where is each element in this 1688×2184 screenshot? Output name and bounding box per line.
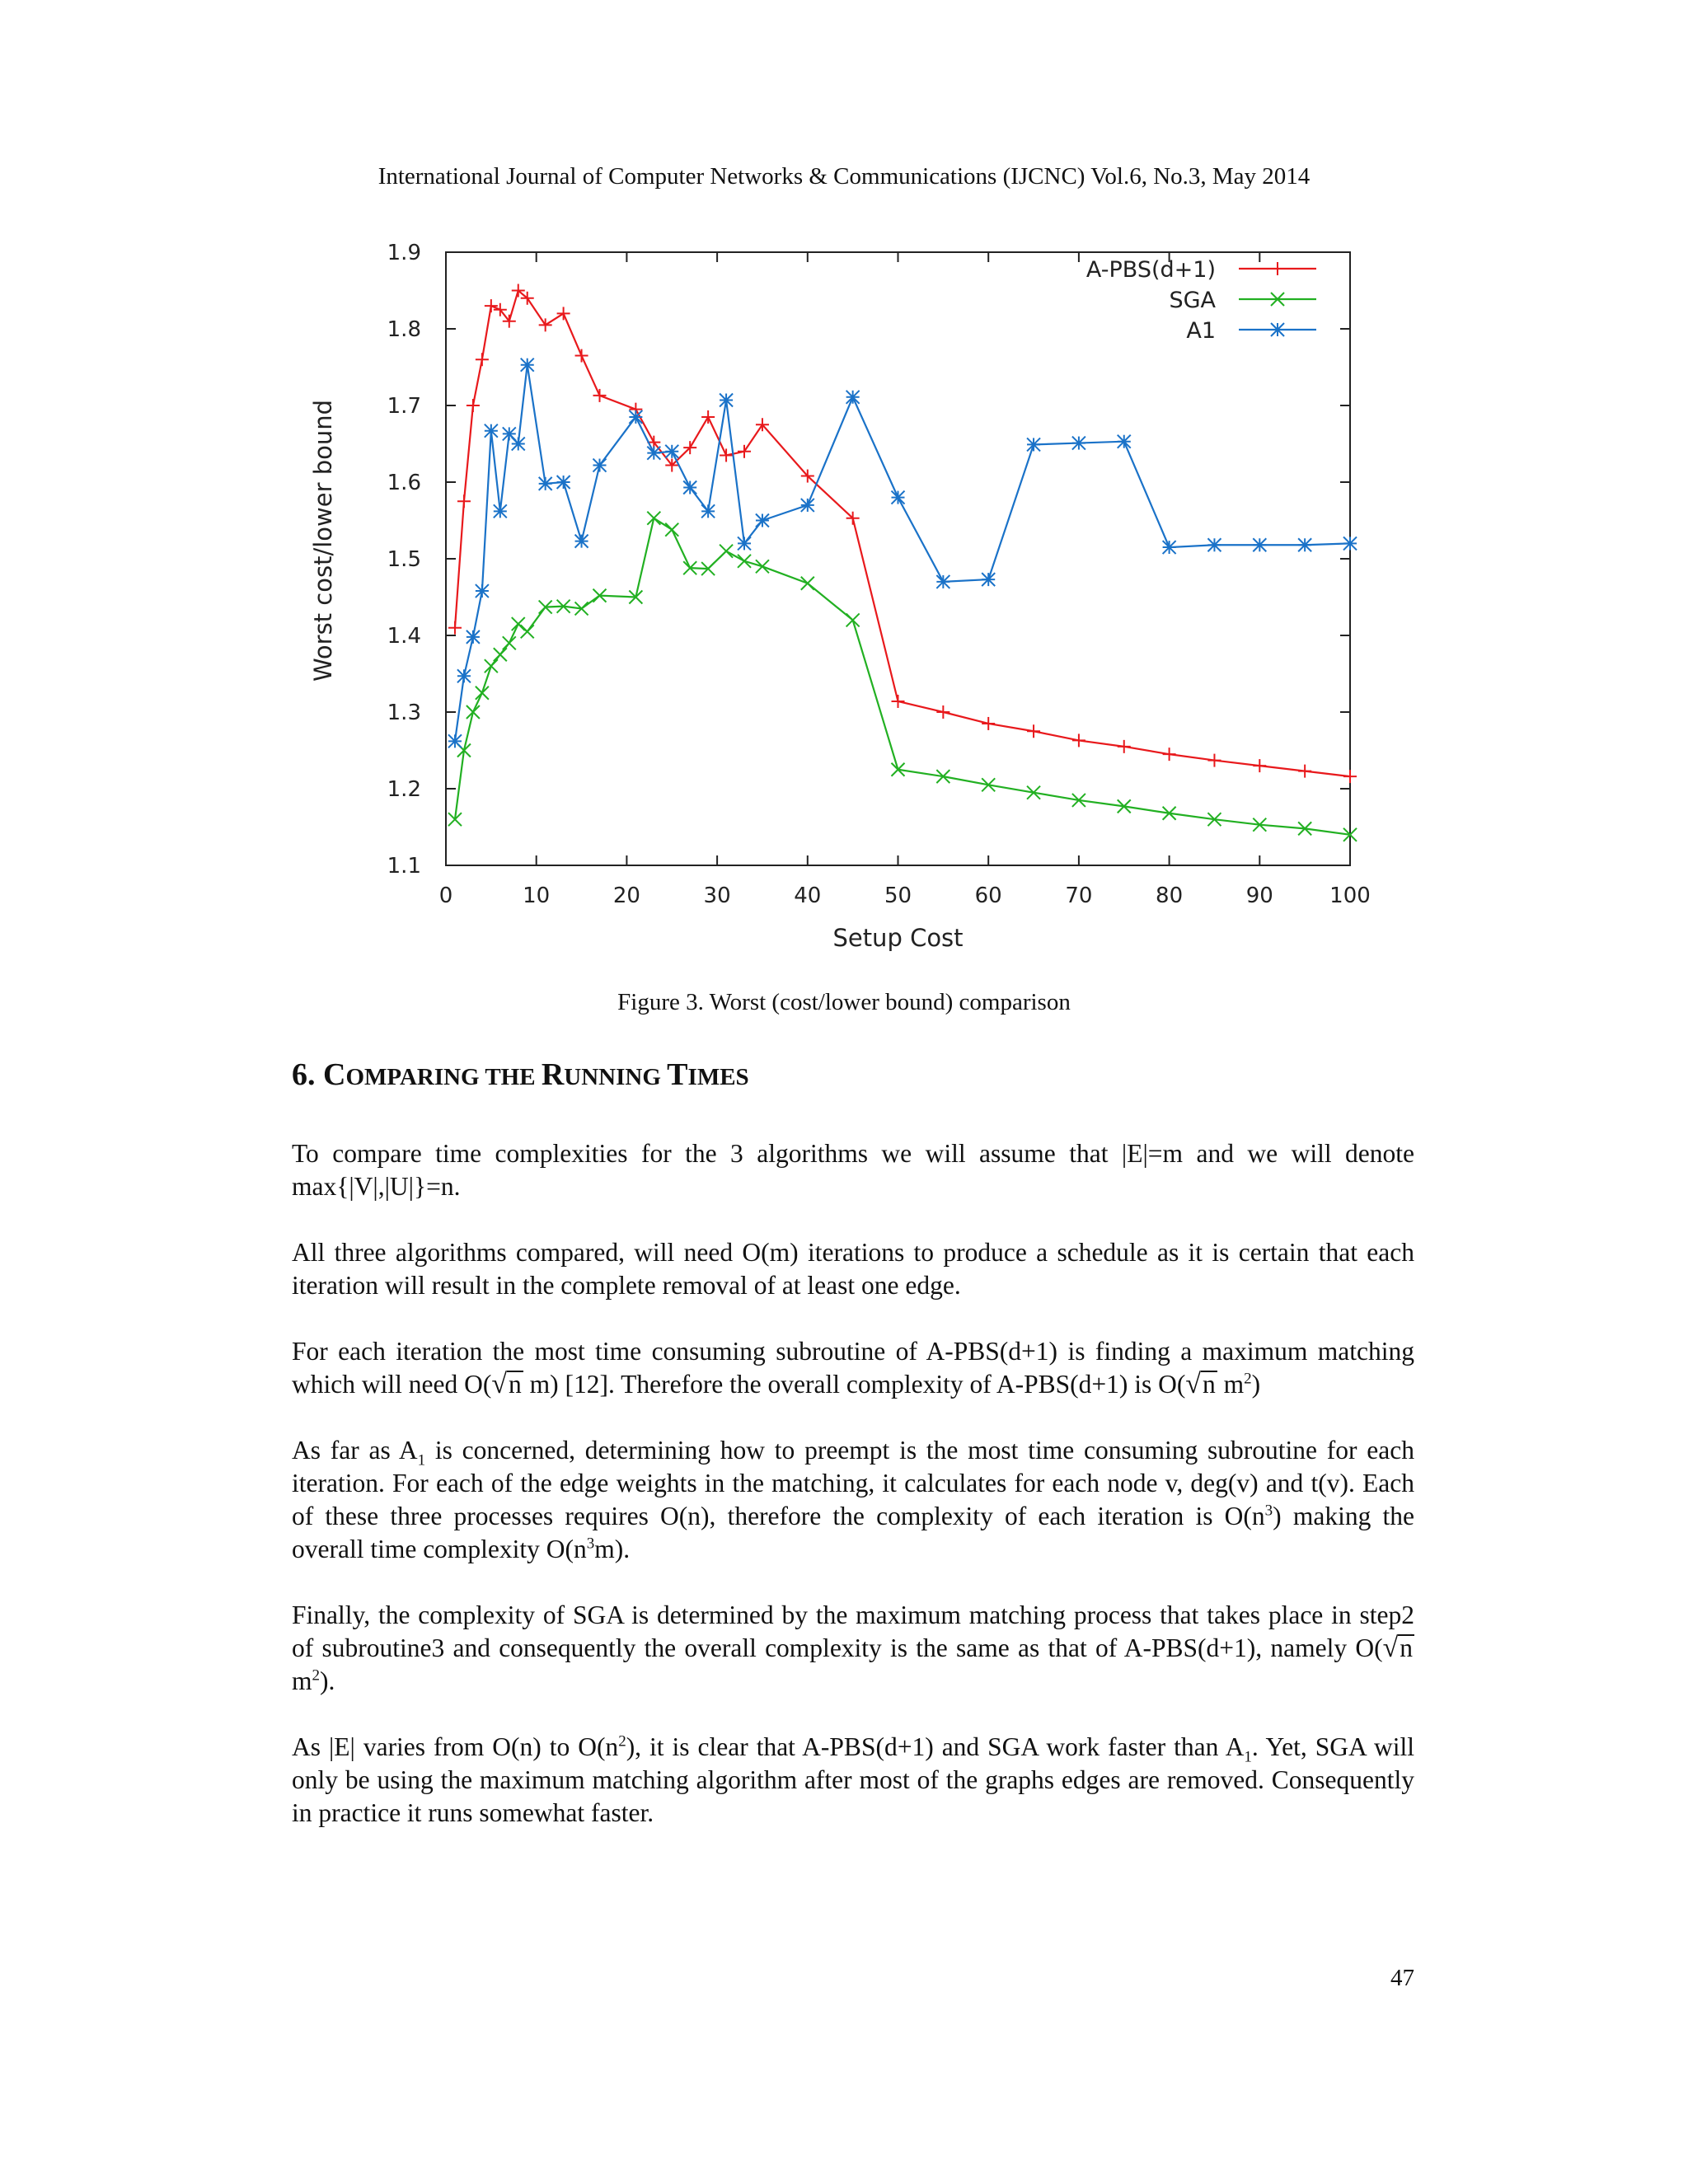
x-tick-label: 80 bbox=[1156, 883, 1184, 908]
legend bbox=[1086, 257, 1316, 344]
page-number: 47 bbox=[1390, 1965, 1414, 1991]
chart-worst-cost bbox=[0, 0, 1688, 972]
data-point-A-PBS(d+1) bbox=[575, 349, 588, 363]
figure-caption: Figure 3. Worst (cost/lower bound) comparison bbox=[617, 989, 1071, 1015]
data-point-A1 bbox=[701, 504, 715, 518]
data-point-A1 bbox=[1298, 538, 1311, 551]
data-point-SGA bbox=[503, 636, 516, 649]
y-tick-label: 1.9 bbox=[387, 241, 421, 265]
data-point-A1 bbox=[476, 584, 489, 598]
data-point-A-PBS(d+1) bbox=[476, 353, 489, 366]
y-tick-label: 1.1 bbox=[387, 854, 421, 879]
x-tick-label: 40 bbox=[794, 883, 822, 908]
data-point-A1 bbox=[457, 669, 471, 682]
data-point-A1 bbox=[494, 504, 507, 518]
data-point-A1 bbox=[720, 393, 733, 406]
data-point-A-PBS(d+1) bbox=[892, 695, 905, 708]
data-point-A1 bbox=[1253, 538, 1266, 551]
legend-marker bbox=[1271, 323, 1284, 336]
data-point-A-PBS(d+1) bbox=[593, 389, 606, 402]
data-point-A-PBS(d+1) bbox=[467, 399, 480, 412]
data-point-A-PBS(d+1) bbox=[457, 494, 471, 508]
data-point-A1 bbox=[647, 447, 660, 460]
data-point-SGA bbox=[485, 659, 498, 673]
data-point-A1 bbox=[485, 424, 498, 438]
sqrt-symbol: √n bbox=[1185, 1369, 1216, 1399]
y-tick-label: 1.8 bbox=[387, 317, 421, 342]
data-point-A-PBS(d+1) bbox=[1343, 770, 1357, 783]
data-point-A-PBS(d+1) bbox=[448, 621, 462, 635]
paragraph-2: All three algorithms compared, will need O(m) iterations to produce a schedule as it is certain that each iteration will result in the complete removal of at least one edge. bbox=[292, 1238, 1414, 1300]
data-point-A-PBS(d+1) bbox=[720, 448, 733, 462]
data-point-SGA bbox=[467, 705, 480, 719]
data-point-A-PBS(d+1) bbox=[557, 307, 570, 320]
data-point-A1 bbox=[593, 459, 606, 472]
x-tick-label: 90 bbox=[1245, 883, 1273, 908]
data-point-A1 bbox=[557, 476, 570, 489]
data-point-SGA bbox=[494, 648, 507, 661]
y-tick-label: 1.4 bbox=[387, 624, 421, 649]
data-point-SGA bbox=[665, 523, 678, 537]
data-point-A-PBS(d+1) bbox=[1072, 733, 1085, 747]
data-point-SGA bbox=[801, 577, 814, 590]
data-point-A-PBS(d+1) bbox=[1027, 724, 1040, 738]
legend-label: A-PBS(d+1) bbox=[1085, 257, 1216, 283]
plot-border bbox=[446, 252, 1350, 865]
data-point-A1 bbox=[1343, 537, 1357, 550]
section-heading: 6. COMPARING THE RUNNING TIMES bbox=[292, 1057, 749, 1092]
data-point-A1 bbox=[738, 537, 751, 550]
x-tick-label: 20 bbox=[612, 883, 640, 908]
data-point-A1 bbox=[846, 391, 860, 404]
data-point-A1 bbox=[512, 438, 525, 451]
paragraph-5: Finally, the complexity of SGA is determined by the maximum matching process that takes place in step2 of subroutine3 and consequently the overall complexity is the same as that of A-PBS(d+1), namely O(√n $m^2$). bbox=[292, 1601, 1414, 1695]
data-point-A1 bbox=[665, 445, 678, 458]
legend-marker bbox=[1271, 262, 1284, 275]
x-tick-label: 50 bbox=[884, 883, 912, 908]
body-text bbox=[292, 1137, 1414, 1863]
series-line-A-PBS(d+1) bbox=[455, 291, 1350, 777]
data-point-A-PBS(d+1) bbox=[701, 410, 715, 424]
data-point-A1 bbox=[1027, 438, 1040, 451]
x-tick-label: 70 bbox=[1065, 883, 1093, 908]
legend-label: SGA bbox=[1169, 288, 1216, 313]
paragraph-6: As |E| varies from O(n) to $O(n^2)$, it is clear that A-PBS(d+1) and SGA work faster than $A_1$. Yet, SGA will only be using the maximum matching algorithm after most of the graphs edges are removed. Consequently in practice it runs somewhat faster. bbox=[292, 1732, 1414, 1827]
data-point-SGA bbox=[512, 617, 525, 630]
data-point-A1 bbox=[801, 499, 814, 512]
data-point-A1 bbox=[448, 734, 462, 748]
y-tick-label: 1.7 bbox=[387, 394, 421, 419]
y-tick-label: 1.6 bbox=[387, 471, 421, 495]
x-tick-label: 60 bbox=[974, 883, 1002, 908]
sqrt-symbol: √n bbox=[491, 1369, 522, 1399]
data-point-A1 bbox=[892, 491, 905, 504]
data-point-A1 bbox=[683, 481, 696, 494]
x-tick-label: 30 bbox=[703, 883, 731, 908]
paragraph-1: To compare time complexities for the 3 algorithms we will assume that |E|=m and we will denote max{|V|,|U|}=n. bbox=[292, 1139, 1414, 1201]
data-point-A1 bbox=[575, 535, 588, 548]
data-point-SGA bbox=[476, 687, 489, 700]
data-point-SGA bbox=[846, 613, 860, 626]
data-point-A1 bbox=[936, 575, 950, 588]
series-line-SGA bbox=[455, 518, 1350, 835]
data-point-A1 bbox=[1072, 437, 1085, 450]
data-point-A1 bbox=[1118, 435, 1131, 448]
data-point-A-PBS(d+1) bbox=[1253, 759, 1266, 772]
y-tick-label: 1.5 bbox=[387, 547, 421, 572]
data-point-A1 bbox=[1207, 538, 1221, 551]
data-point-A-PBS(d+1) bbox=[1207, 754, 1221, 767]
plot-series bbox=[448, 284, 1357, 841]
data-point-SGA bbox=[647, 512, 660, 525]
sqrt-symbol: √n bbox=[1382, 1633, 1413, 1663]
running-header: International Journal of Computer Networks & Communications (IJCNC) Vol.6, No.3, May 2014 bbox=[377, 163, 1311, 190]
data-point-A-PBS(d+1) bbox=[738, 445, 751, 458]
series-line-A1 bbox=[455, 365, 1350, 742]
data-point-A1 bbox=[629, 410, 642, 424]
data-point-A-PBS(d+1) bbox=[1163, 748, 1176, 761]
data-point-A-PBS(d+1) bbox=[539, 318, 552, 331]
data-point-A1 bbox=[539, 477, 552, 490]
data-point-SGA bbox=[521, 625, 534, 638]
legend-label: A1 bbox=[1186, 318, 1216, 344]
data-point-SGA bbox=[720, 545, 733, 558]
plot-frame bbox=[446, 252, 1350, 865]
x-tick-label: 0 bbox=[438, 883, 453, 908]
data-point-SGA bbox=[756, 560, 769, 573]
data-point-A-PBS(d+1) bbox=[936, 705, 950, 719]
paragraph-3: For each iteration the most time consuming subroutine of A-PBS(d+1) is finding a maximum matching which will need O(√n m) [12]. Therefore the overall complexity of A-PBS(d+1) is O(√n $m^2$) bbox=[292, 1337, 1414, 1399]
data-point-A1 bbox=[467, 630, 480, 644]
data-point-A1 bbox=[521, 359, 534, 372]
data-point-A-PBS(d+1) bbox=[1298, 765, 1311, 778]
x-tick-label: 100 bbox=[1329, 883, 1371, 908]
y-tick-label: 1.3 bbox=[387, 701, 421, 725]
data-point-A1 bbox=[756, 514, 769, 527]
axis-ticks bbox=[387, 241, 1371, 908]
data-point-A1 bbox=[982, 573, 995, 586]
data-point-SGA bbox=[738, 555, 751, 568]
x-tick-label: 10 bbox=[523, 883, 551, 908]
y-axis-label: Worst cost/lower bound bbox=[309, 399, 337, 682]
data-point-A1 bbox=[1163, 541, 1176, 554]
data-point-A-PBS(d+1) bbox=[1118, 740, 1131, 753]
x-axis-label: Setup Cost bbox=[832, 924, 964, 952]
paragraph-4: As far as $A_1$ is concerned, determining how to preempt is the most time consuming subroutine for each iteration. For each of the edge weights in the matching, it calculates for each node v, deg(v) and t(v). Each of these three processes requires O(n), therefore the complexity of each iteration is $O(n^3)$ making the overall time complexity $O(n^3m)$. bbox=[292, 1436, 1415, 1563]
data-point-A-PBS(d+1) bbox=[982, 717, 995, 730]
y-tick-label: 1.2 bbox=[387, 777, 421, 802]
